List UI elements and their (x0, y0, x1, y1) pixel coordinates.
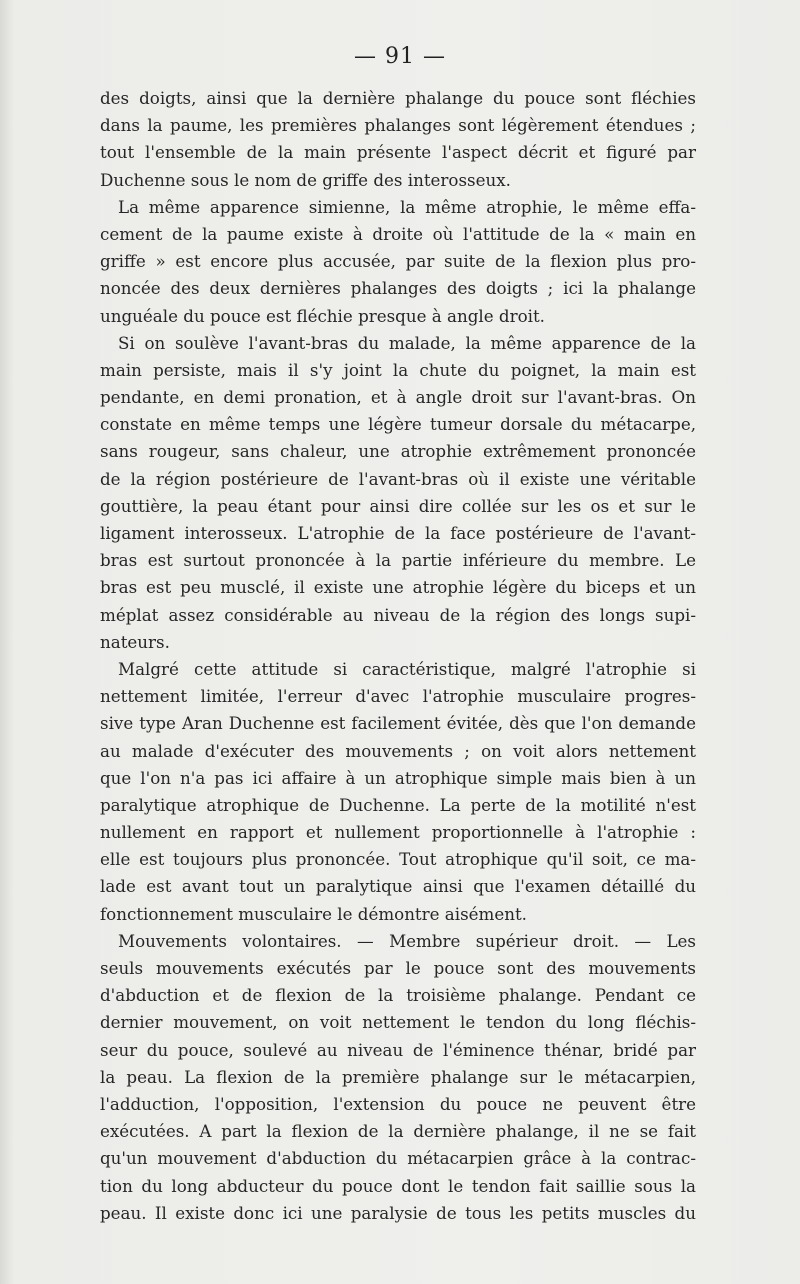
text-line: elle est toujours plus prononcée. Tout atrophique qu'il soit, ce ma- (100, 849, 696, 870)
text-line: griffe » est encore plus accusée, par suite de la flexion plus pro- (100, 251, 696, 272)
text-line: Mouvements volontaires. — Membre supérieur droit. — Les (118, 930, 696, 951)
text-line: sive type Aran Duchenne est facilement évitée, dès que l'on demande (100, 713, 696, 734)
text-line: des doigts, ainsi que la dernière phalange du pouce sont fléchies (100, 88, 696, 108)
text-line: d'abduction et de flexion de la troisième phalange. Pendant ce (100, 985, 696, 1006)
text-line: qu'un mouvement d'abduction du métacarpien grâce à la contrac- (100, 1148, 696, 1169)
text-line: constate en même temps une légère tumeur dorsale du métacarpe, (100, 414, 696, 435)
text-line: fonctionnement musculaire le démontre aisément. (100, 903, 527, 924)
body-text (100, 85, 696, 1227)
text-line: sans rougeur, sans chaleur, une atrophie extrêmement prononcée (100, 441, 696, 462)
text-line: lade est avant tout un paralytique ainsi que l'examen détaillé du (100, 876, 696, 897)
text-line: Si on soulève l'avant-bras du malade, la même apparence de la (118, 332, 696, 353)
text-line: nateurs. (100, 631, 170, 652)
text-line: bras est surtout prononcée à la partie inférieure du membre. Le (100, 550, 696, 571)
text-line: nullement en rapport et nullement proportionnelle à l'atrophie : (100, 822, 696, 843)
text-line: tion du long abducteur du pouce dont le tendon fait saillie sous la (100, 1175, 696, 1196)
text-line: ligament interosseux. L'atrophie de la face postérieure de l'avant- (100, 523, 696, 543)
text-line: dans la paume, les premières phalanges sont légèrement étendues ; (100, 115, 696, 136)
text-line: pendante, en demi pronation, et à angle droit sur l'avant-bras. On (100, 387, 696, 408)
text-line: bras est peu musclé, il existe une atrophie légère du biceps et un (100, 577, 696, 598)
text-line: noncée des deux dernières phalanges des doigts ; ici la phalange (100, 278, 696, 299)
text-line: Duchenne sous le nom de griffe des interosseux. (100, 169, 511, 190)
text-line: Malgré cette attitude si caractéristique, malgré l'atrophie si (118, 658, 696, 679)
text-line: exécutées. A part la flexion de la dernière phalange, il ne se fait (100, 1121, 696, 1142)
text-line: La même apparence simienne, la même atrophie, le même effa- (118, 196, 696, 217)
text-line: seuls mouvements exécutés par le pouce sont des mouvements (100, 958, 696, 978)
text-line: peau. Il existe donc ici une paralysie de tous les petits muscles du (100, 1202, 696, 1223)
text-line: dernier mouvement, on voit nettement le tendon du long fléchis- (100, 1012, 696, 1033)
text-line: main persiste, mais il s'y joint la chute du poignet, la main est (100, 359, 696, 380)
text-line: nettement limitée, l'erreur d'avec l'atrophie musculaire progres- (100, 686, 696, 707)
text-line: méplat assez considérable au niveau de la région des longs supi- (100, 604, 696, 625)
text-line: cement de la paume existe à droite où l'attitude de la « main en (100, 223, 696, 244)
text-line: au malade d'exécuter des mouvements ; on voit alors nettement (100, 740, 696, 761)
text-line: l'adduction, l'opposition, l'extension du pouce ne peuvent être (100, 1093, 696, 1114)
text-line: gouttière, la peau étant pour ainsi dire collée sur les os et sur le (100, 495, 696, 516)
text-line: de la région postérieure de l'avant-bras où il existe une véritable (100, 468, 696, 489)
text-line: unguéale du pouce est fléchie presque à angle droit. (100, 305, 545, 326)
text-line: la peau. La flexion de la première phalange sur le métacarpien, (100, 1066, 696, 1087)
text-line: tout l'ensemble de la main présente l'aspect décrit et figuré par (100, 142, 696, 163)
text-line: paralytique atrophique de Duchenne. La perte de la motilité n'est (100, 794, 696, 815)
text-line: que l'on n'a pas ici affaire à un atrophique simple mais bien à un (100, 767, 696, 788)
text-line: seur du pouce, soulevé au niveau de l'éminence thénar, bridé par (100, 1039, 696, 1060)
page-number: — 91 — (354, 44, 446, 69)
